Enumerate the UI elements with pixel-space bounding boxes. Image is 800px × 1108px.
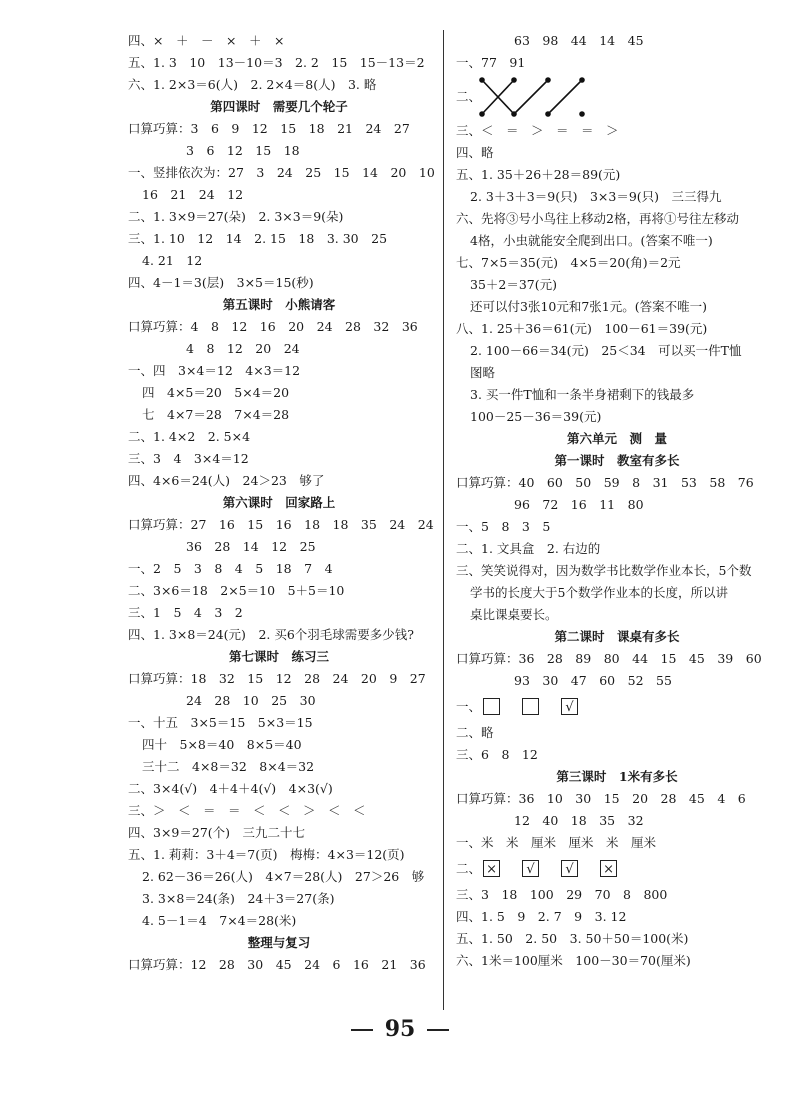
section-heading: 第二课时 课桌有多长: [554, 629, 680, 644]
answer-line: 一、十五 3×5＝15 5×3＝15: [128, 715, 313, 730]
answer-line: 4格，小虫就能安全爬到出口。(答案不唯一): [470, 233, 713, 248]
section-heading: 第六课时 回家路上: [222, 495, 336, 510]
answer-line: 学书的长度大于5个数学作业本的长度，所以讲: [470, 585, 728, 600]
answer-line: 四、4×6＝24(人) 24＞23 够了: [128, 473, 325, 488]
answer-label: 二、: [456, 861, 482, 876]
page-number: [0, 1016, 800, 1042]
matching-lines-drawing: [478, 74, 598, 120]
section-heading: 第四课时 需要几个轮子: [210, 99, 348, 114]
answer-label: 一、: [456, 699, 482, 714]
answer-line: 五、1. 35＋26＋28＝89(元): [456, 167, 621, 182]
answer-line: 图略: [470, 365, 496, 380]
left-column: [128, 30, 435, 976]
answer-line: 100－25－36＝39(元): [470, 409, 602, 424]
right-block-3: [456, 884, 778, 972]
answer-line: 二、1. 3×9＝27(朵) 2. 3×3＝9(朵): [128, 209, 344, 224]
answer-box: ×: [600, 860, 617, 877]
answer-line: 六、1. 2×3＝6(人) 2. 2×4＝8(人) 3. 略: [128, 77, 377, 92]
answer-line: 三、6 8 12: [456, 747, 538, 762]
answer-line: 口算巧算：36 10 30 15 20 28 45 4 6: [456, 791, 746, 806]
answer-line: 3 6 12 15 18: [186, 143, 300, 158]
answer-line: 一、77 91: [456, 55, 526, 70]
answer-line: 口算巧算：27 16 15 16 18 18 35 24 24: [128, 517, 434, 532]
answer-line: 三、1. 10 12 14 2. 15 18 3. 30 25: [128, 231, 388, 246]
section-heading: 第五课时 小熊请客: [222, 297, 336, 312]
answer-line: 24 28 10 25 30: [186, 693, 316, 708]
answer-line: 五、1. 3 10 13－10＝3 2. 2 15 15－13＝2: [128, 55, 425, 70]
answer-line: 二、1. 4×2 2. 5×4: [128, 429, 251, 444]
answer-line: 八、1. 25＋36＝61(元) 100－61＝39(元): [456, 321, 708, 336]
answer-box: [522, 698, 539, 715]
page-number-text: 95: [384, 1016, 416, 1042]
answer-line: 还可以付3张10元和7张1元。(答案不唯一): [470, 299, 708, 314]
answer-line: 4. 21 12: [142, 253, 203, 268]
section-heading: 第三课时 1米有多长: [556, 769, 678, 784]
answer-line: 三十二 4×8＝32 8×4＝32: [142, 759, 315, 774]
answer-line: 3. 买一件T恤和一条半身裙剩下的钱最多: [470, 387, 695, 402]
answer-line: 四、3×9＝27(个) 三九二十七: [128, 825, 306, 840]
answer-line: 2. 100－66＝34(元) 25＜34 可以买一件T恤: [470, 343, 742, 358]
page-number-dash-left: [351, 1029, 373, 1031]
answer-line: 三、3 18 100 29 70 8 800: [456, 887, 668, 902]
answer-line: 三、笑笑说得对，因为数学书比数学作业本长，5个数: [456, 563, 752, 578]
checkbox-answer-row-1: [456, 692, 778, 722]
answer-line: 12 40 18 35 32: [514, 813, 644, 828]
answer-line: 一、米 米 厘米 厘米 米 厘米: [456, 835, 657, 850]
answer-line: 一、四 3×4＝12 4×3＝12: [128, 363, 301, 378]
answer-line: 一、竖排依次为：27 3 24 25 15 14 20 10: [128, 165, 435, 180]
matching-label: 二、: [456, 89, 482, 104]
answer-line: 4. 5－1＝4 7×4＝28(米): [142, 913, 297, 928]
answer-box: ×: [483, 860, 500, 877]
right-block-2: [456, 722, 778, 854]
dot-bottom-4: [579, 111, 585, 117]
answer-line: 口算巧算：3 6 9 12 15 18 21 24 27: [128, 121, 410, 136]
answer-line: 七、7×5＝35(元) 4×5＝20(角)＝2元: [456, 255, 681, 270]
answer-line: 六、1米＝100厘米 100－30＝70(厘米): [456, 953, 691, 968]
column-divider: [443, 30, 444, 1010]
right-main-block: [456, 120, 778, 692]
answer-box: [483, 698, 500, 715]
answer-line: 一、2 5 3 8 4 5 18 7 4: [128, 561, 333, 576]
answer-line: 三、＜ ＝ ＞ ＝ ＝ ＞: [456, 123, 619, 138]
answer-line: 七 4×7＝28 7×4＝28: [142, 407, 290, 422]
matching-lines-answer: [456, 74, 778, 120]
answer-line: 二、略: [456, 725, 494, 740]
answer-line: 2. 3＋3＋3＝9(只) 3×3＝9(只) 三三得九: [470, 189, 722, 204]
answer-box: √: [561, 698, 578, 715]
answer-line: 二、3×6＝18 2×5＝10 5＋5＝10: [128, 583, 345, 598]
answer-line: 93 30 47 60 52 55: [514, 673, 672, 688]
answer-line: 四、1. 3×8＝24(元) 2. 买6个羽毛球需要多少钱?: [128, 627, 414, 642]
answer-line: 2. 62－36＝26(人) 4×7＝28(人) 27＞26 够: [142, 869, 425, 884]
right-top-block: [456, 30, 778, 74]
answer-line: 四、4－1＝3(层) 3×5＝15(秒): [128, 275, 314, 290]
answer-box: √: [522, 860, 539, 877]
answer-line: 口算巧算：18 32 15 12 28 24 20 9 27: [128, 671, 426, 686]
answer-line: 四十 5×8＝40 8×5＝40: [142, 737, 302, 752]
answer-line: 二、3×4(√) 4＋4＋4(√) 4×3(√): [128, 781, 333, 796]
answer-line: 96 72 16 11 80: [514, 497, 644, 512]
section-heading: 第七课时 练习三: [228, 649, 329, 664]
match-line-3: [514, 80, 548, 114]
answer-line: 桌比课桌要长。: [470, 607, 558, 622]
answer-line: 四、略: [456, 145, 494, 160]
answer-line: 四、× ＋ － × ＋ ×: [128, 33, 285, 48]
answer-line: 三、＞ ＜ ＝ ＝ ＜ ＜ ＞ ＜ ＜: [128, 803, 366, 818]
answer-line: 口算巧算：12 28 30 45 24 6 16 21 36: [128, 957, 426, 972]
answer-line: 35＋2＝37(元): [470, 277, 558, 292]
answer-line: 63 98 44 14 45: [514, 33, 644, 48]
answer-line: 四、1. 5 9 2. 7 9 3. 12: [456, 909, 627, 924]
answer-box: √: [561, 860, 578, 877]
answer-line: 五、1. 莉莉：3＋4＝7(页) 梅梅：4×3＝12(页): [128, 847, 405, 862]
answer-line: 4 8 12 20 24: [186, 341, 300, 356]
match-line-5: [482, 80, 548, 114]
answer-line: 四 4×5＝20 5×4＝20: [142, 385, 290, 400]
answer-line: 一、5 8 3 5: [456, 519, 551, 534]
answer-line: 三、3 4 3×4＝12: [128, 451, 249, 466]
match-line-4: [548, 80, 582, 114]
answer-line: 36 28 14 12 25: [186, 539, 316, 554]
page-number-dash-right: [427, 1029, 449, 1031]
answer-line: 口算巧算：4 8 12 16 20 24 28 32 36: [128, 319, 418, 334]
answer-line: 16 21 24 12: [142, 187, 244, 202]
answer-line: 三、1 5 4 3 2: [128, 605, 243, 620]
section-heading: 整理与复习: [247, 935, 311, 950]
section-heading: 第六单元 测 量: [566, 431, 667, 446]
answer-line: 口算巧算：40 60 50 59 8 31 53 58 76: [456, 475, 754, 490]
answer-line: 五、1. 50 2. 50 3. 50＋50＝100(米): [456, 931, 689, 946]
answer-line: 3. 3×8＝24(条) 24＋3＝27(条): [142, 891, 335, 906]
checkbox-answer-row-2: [456, 854, 778, 884]
answer-line: 二、1. 文具盒 2. 右边的: [456, 541, 601, 556]
answer-line: 六、先将③号小鸟往上移动2格，再将①号往左移动: [456, 211, 739, 226]
section-heading: 第一课时 教室有多长: [554, 453, 680, 468]
right-column: [456, 30, 778, 972]
answer-line: 口算巧算：36 28 89 80 44 15 45 39 60: [456, 651, 762, 666]
